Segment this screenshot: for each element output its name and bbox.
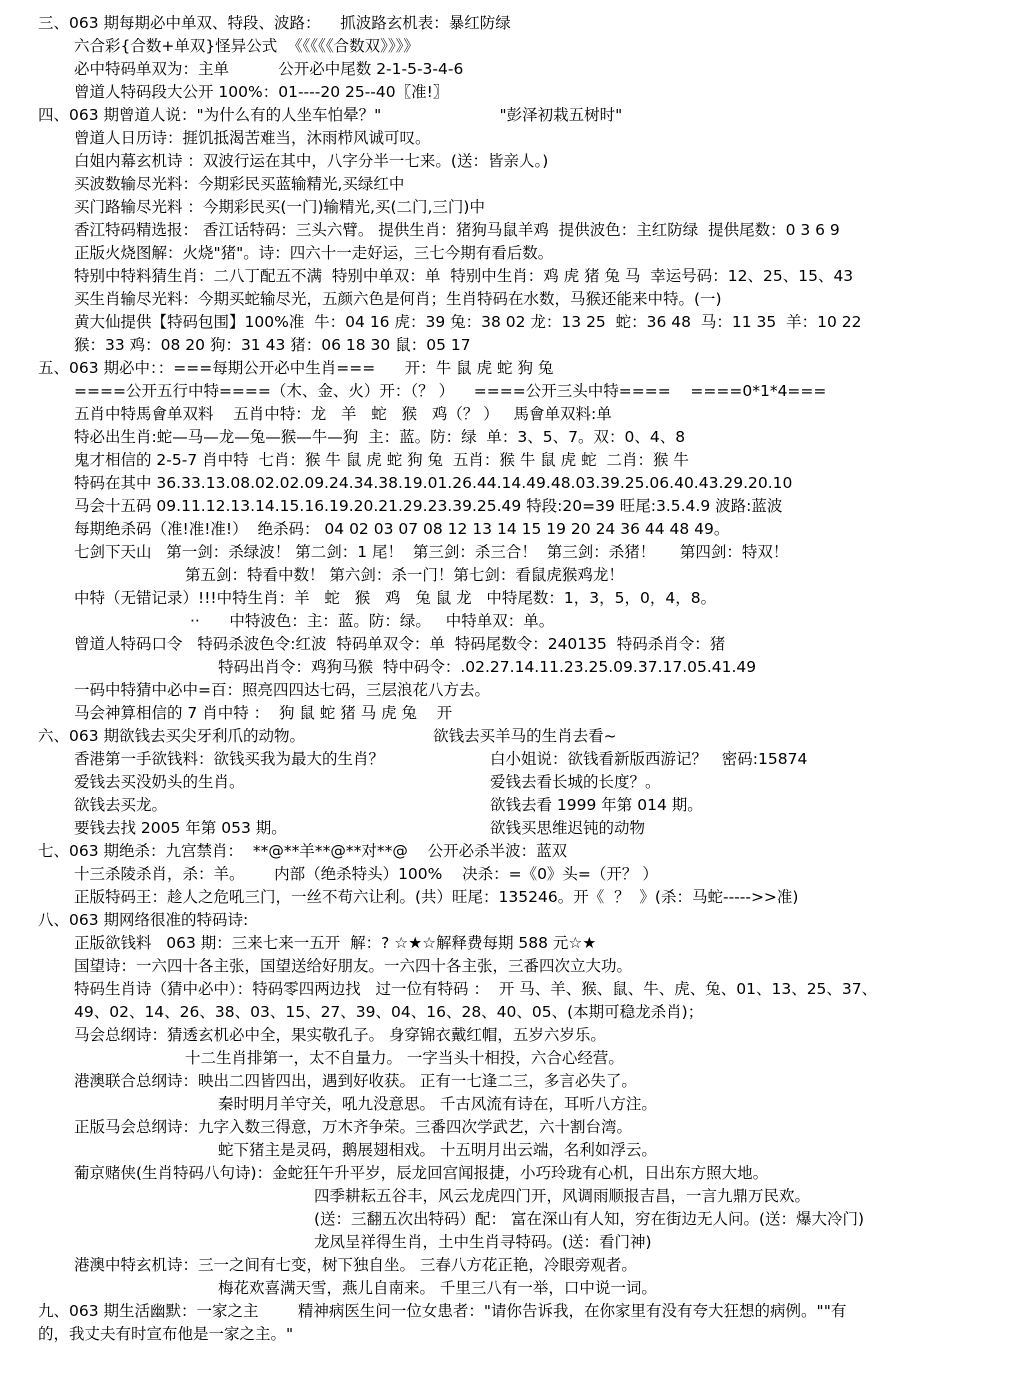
text-line: 白姐内幕玄机诗 ：双波行运在其中，八字分半一七来。(送：皆亲人。) — [74, 152, 549, 170]
text-line: 曾道人特码口令 特码杀波色令:红波 特码单双令：单 特码尾数令：240135 特码杀肖令：猪 — [74, 635, 726, 653]
text-line: 黄大仙提供【特码包围】100%准 牛：04 16 虎：39 兔：38 02 龙：13 25 蛇：36 48 马：11 35 羊：10 22 — [74, 313, 862, 331]
text-line: (送：三翻五次出特码）配： 富在深山有人知，穷在街边无人问。(送：爆大冷门) — [314, 1210, 865, 1228]
text-line: 特必出生肖:蛇—马—龙—兔—猴—牛—狗 主：蓝。防：绿 单：3、5、7。双：0、4、8 — [74, 428, 686, 446]
text-line: 马会十五码 09.11.12.13.14.15.16.19.20.21.29.23.39.25.49 特段:20=39 旺尾:3.5.4.9 波路:蓝波 — [74, 497, 783, 515]
text-line: 四、063 期曾道人说："为什么有的人坐车怕晕？" "彭泽初栽五树时" — [38, 106, 623, 124]
text-line: ·· 中特波色：主：蓝。防：绿。 中特单双：单。 — [190, 612, 555, 630]
text-line: 马会总纲诗：猜透玄机必中全，果实敬孔子。 身穿锦衣戴红帽，五岁六岁乐。 — [74, 1026, 606, 1044]
text-line: 爱钱去看长城的长度？。 — [490, 773, 661, 791]
text-line: 49、02、14、26、38、03、15、27、39、04、16、28、40、05、(本期可稳龙杀肖)； — [74, 1003, 704, 1021]
text-line: 爱钱去买没奶头的生肖。 — [74, 773, 245, 791]
text-line: 港澳中特玄机诗：三一之间有七变，树下独自坐。 三春八方花正艳，冷眼旁观者。 — [74, 1256, 637, 1274]
text-line: 龙凤呈祥得生肖，土中生肖寻特码。(送：看门神) — [314, 1233, 652, 1251]
text-line: 正版马会总纲诗：九字入数三得意，万木齐争荣。三番四次学武艺，六十割台湾。 — [74, 1118, 633, 1136]
text-line: 第五剑：特看中数！ 第六剑：杀一门！第七剑：看鼠虎猴鸡龙！ — [185, 566, 624, 584]
text-line: 三、063 期每期必中单双、特段、波路： 抓波路玄机表：暴红防绿 — [38, 14, 511, 32]
text-line: 要钱去找 2005 年第 053 期。 — [74, 819, 287, 837]
text-line: 特别中特料猜生肖：二八丁配五不满 特别中单双：单 特别中生肖：鸡 虎 猪 兔 马 幸运号码：12、25、15、43 — [74, 267, 854, 285]
text-line: 葡京赌侠(生肖特码八句诗)：金蛇狂午升平岁，辰龙回宫闻报捷，小巧玲珑有心机，日出东方照大地。 — [74, 1164, 769, 1182]
text-line: 六、063 期欲钱去买尖牙利爪的动物。 欲钱去买羊马的生肖去看~ — [38, 727, 617, 745]
text-line: ====公开五行中特====（木、金、火）开：（？ ） ====公开三头中特==== ====0*1*4=== — [74, 382, 827, 400]
text-line: 八、063 期网络很准的特码诗: — [38, 911, 249, 929]
text-line: 梅花欢喜满天雪，燕儿自南来。 千里三八有一举，口中说一词。 — [218, 1279, 657, 1297]
text-line: 的，我丈夫有时宣布他是一家之主。" — [38, 1325, 294, 1343]
text-line: 正版特码王：趁人之危吼三门，一丝不苟六让利。(共）旺尾：135246。开《 ？ 》(杀：马蛇----->>准) — [74, 888, 799, 906]
text-line: 每期绝杀码（准!准!准!） 绝杀码： 04 02 03 07 08 12 13 14 15 19 20 24 36 44 48 49。 — [74, 520, 730, 538]
text-line: 鬼才相信的 2-5-7 肖中特 七肖：猴 牛 鼠 虎 蛇 狗 兔 五肖：猴 牛 鼠 虎 蛇 二肖：猴 牛 — [74, 451, 689, 469]
text-line: 一码中特猜中必中=百：照亮四四达七码，三层浪花八方去。 — [74, 681, 490, 699]
text-line: 猴：33 鸡：08 20 狗：31 43 猪：06 18 30 鼠：05 17 — [74, 336, 471, 354]
text-line: 港澳联合总纲诗：映出二四皆四出，遇到好收获。 正有一七逢二三，多言必失了。 — [74, 1072, 637, 1090]
text-line: 马会神算相信的 7 肖中特 ： 狗 鼠 蛇 猪 马 虎 兔 开 — [74, 704, 453, 722]
text-line: 九、063 期生活幽默：一家之主 精神病医生问一位女患者："请你告诉我，在你家里有没有夸大狂想的病例。""有 — [38, 1302, 847, 1320]
text-line: 国望诗：一六四十各主张，国望送给好朋友。一六四十各主张，三番四次立大功。 — [74, 957, 633, 975]
text-line: 特码生肖诗（猜中必中）：特码零四两边找 过一位有特码 ： 开 马、羊、猴、鼠、牛、虎、兔、01、13、25、37、 — [74, 980, 878, 998]
text-line: 十三杀陵杀肖，杀：羊。 内部（绝杀特头）100% 决杀：=《0》头=（开？ ） — [74, 865, 658, 883]
text-line: 七、063 期绝杀：九宫禁肖： **@**羊**@**对**@ 公开必杀半波：蓝双 — [38, 842, 568, 860]
text-line: 四季耕耘五谷丰，风云龙虎四门开，风调雨顺报吉昌，一言九鼎万民欢。 — [314, 1187, 811, 1205]
text-line: 香港第一手欲钱料：欲钱买我为最大的生肖？ — [74, 750, 385, 768]
text-line: 正版欲钱料 063 期：三来七来一五开 解：? ☆★☆解释费每期 588 元☆★ — [74, 934, 597, 952]
text-line: 欲钱去看 1999 年第 014 期。 — [490, 796, 703, 814]
text-line: 香江特码精选报： 香江话特码：三头六臂。 提供生肖：猪狗马鼠羊鸡 提供波色：主红防绿 提供尾数：0 3 6 9 — [74, 221, 840, 239]
text-line: 必中特码单双为：主单 公开必中尾数 2-1-5-3-4-6 — [74, 60, 464, 78]
text-line: 买生肖输尽光料：今期买蛇输尽光，五颜六色是何肖；生肖特码在水数，马猴还能来中特。(一) — [74, 290, 722, 308]
text-line: 正版火烧图解：火烧"猪"。诗：四六十一走好运，三七今期有看后数。 — [74, 244, 554, 262]
text-line: 蛇下猪主是灵码，鹅展翅相戏。 十五明月出云端，名利如浮云。 — [218, 1141, 657, 1159]
text-line: 买波数输尽光料：今期彩民买蓝输精光,买绿红中 — [74, 175, 405, 193]
text-line: 特码出肖令：鸡狗马猴 特中码令：.02.27.14.11.23.25.09.37.17.05.41.49 — [218, 658, 757, 676]
text-line: 七剑下天山 第一剑：杀绿波！ 第二剑：1 尾！ 第三剑：杀三合！ 第三剑：杀猪！ 第四剑：特双！ — [74, 543, 789, 561]
text-line: 白小姐说：欲钱看新版西游记？ 密码:15874 — [490, 750, 808, 768]
text-line: 欲钱买思维迟钝的动物 — [490, 819, 646, 837]
text-line: 六合彩{合数+单双}怪异公式 《《《《《合数双》》》》 — [74, 37, 419, 55]
text-line: 十二生肖排第一，太不自量力。 一字当头十相投，六合心经营。 — [185, 1049, 624, 1067]
text-line: 中特（无错记录）!!!中特生肖：羊 蛇 猴 鸡 兔 鼠 龙 中特尾数：1，3，5，0，4，8。 — [74, 589, 717, 607]
text-line: 曾道人日历诗：捱饥抵渴苦难当，沐雨栉风诚可叹。 — [74, 129, 431, 147]
text-line: 秦时明月羊守关，吼九没意思。 千古风流有诗在，耳听八方注。 — [218, 1095, 657, 1113]
text-line: 五肖中特馬會单双料 五肖中特：龙 羊 蛇 猴 鸡（？ ） 馬會单双料:单 — [74, 405, 612, 423]
text-line: 五、063 期必中：：===每期公开必中生肖=== 开：牛 鼠 虎 蛇 狗 兔 — [38, 359, 554, 377]
text-line: 买门路输尽光料 ：今期彩民买(一门)输精光,买(二门,三门)中 — [74, 198, 485, 216]
text-line: 曾道人特码段大公开 100%：01----20 25--40〖准!〗 — [74, 83, 449, 101]
text-line: 特码在其中 36.33.13.08.02.02.09.24.34.38.19.01.26.44.14.49.48.03.39.25.06.40.43.29.20.10 — [74, 474, 793, 492]
text-line: 欲钱去买龙。 — [74, 796, 168, 814]
